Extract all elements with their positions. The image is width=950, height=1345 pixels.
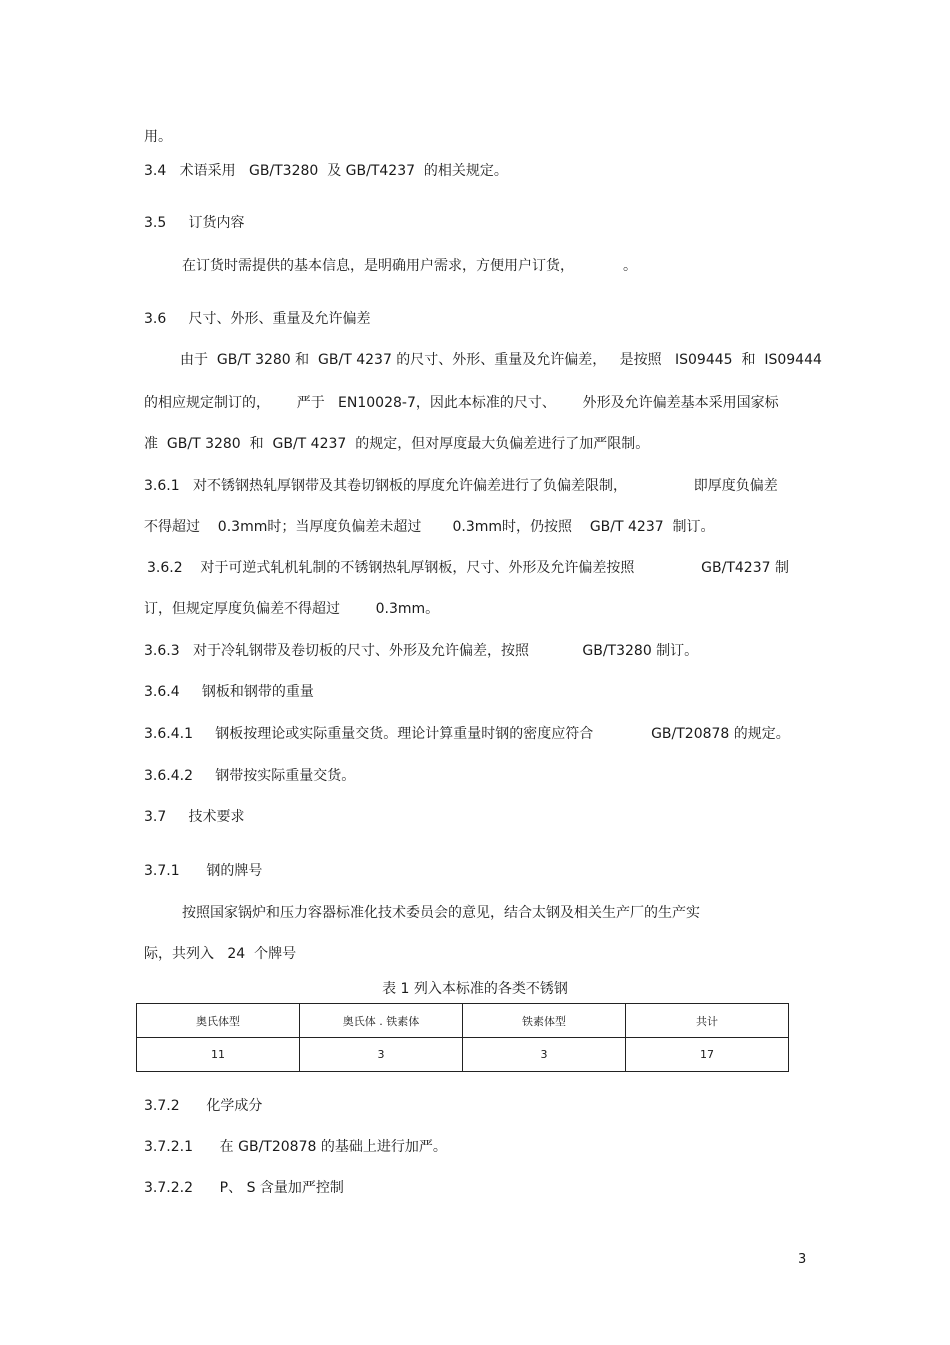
- table-header-cell: 奥氏体型: [137, 1004, 300, 1038]
- table-header-cell: 奥氏体 . 铁素体: [300, 1004, 463, 1038]
- section-3-6-3: 3.6.3 对于冷轧钢带及卷切板的尺寸、外形及允许偏差，按照 GB/T3280 制订。: [144, 643, 699, 659]
- text-line: 不得超过 0.3mm时；当厚度负偏差未超过 0.3mm时，仍按照 GB/T 4237 制订。: [144, 519, 715, 535]
- section-3-7-2-2: 3.7.2.2 P、 S 含量加严控制: [144, 1180, 344, 1196]
- table-row: [137, 1038, 789, 1072]
- section-3-6-2: 3.6.2 对于可逆式轧机轧制的不锈钢热轧厚钢板，尺寸、外形及允许偏差按照 GB/T4237 制: [147, 560, 789, 576]
- text-line: 的相应规定制订的， 严于 EN10028-7，因此本标准的尺寸、 外形及允许偏差基本采用国家标: [144, 395, 779, 411]
- table-header-cell: 铁素体型: [463, 1004, 626, 1038]
- section-3-7-2-heading: 3.7.2 化学成分: [144, 1098, 263, 1114]
- page-number: 3: [798, 1252, 807, 1267]
- table-cell: 17: [626, 1038, 789, 1072]
- section-3-7-1-heading: 3.7.1 钢的牌号: [144, 863, 263, 879]
- section-3-4: 3.4 术语采用 GB/T3280 及 GB/T4237 的相关规定。: [144, 163, 508, 179]
- section-3-6-heading: 3.6 尺寸、外形、重量及允许偏差: [144, 311, 371, 327]
- text-line: 订，但规定厚度负偏差不得超过 0.3mm。: [144, 601, 440, 617]
- text-line: 在订货时需提供的基本信息，是明确用户需求，方便用户订货， 。: [182, 258, 637, 274]
- section-3-5-heading: 3.5 订货内容: [144, 215, 245, 231]
- steel-types-table: [136, 1003, 789, 1072]
- section-3-6-1: 3.6.1 对不锈钢热轧厚钢带及其卷切钢板的厚度允许偏差进行了负偏差限制， 即厚度负偏差: [144, 478, 778, 494]
- text-line: 按照国家锅炉和压力容器标准化技术委员会的意见，结合太钢及相关生产厂的生产实: [182, 905, 700, 921]
- table-header-row: [137, 1004, 789, 1038]
- text-line: 用。: [144, 129, 172, 145]
- text-line: 由于 GB/T 3280 和 GB/T 4237 的尺寸、外形、重量及允许偏差， 是按照 IS09445 和 IS09444: [180, 352, 822, 368]
- table-cell: 3: [300, 1038, 463, 1072]
- section-3-6-4-heading: 3.6.4 钢板和钢带的重量: [144, 684, 314, 700]
- table-cell: 3: [463, 1038, 626, 1072]
- text-line: 准 GB/T 3280 和 GB/T 4237 的规定，但对厚度最大负偏差进行了加严限制。: [144, 436, 650, 452]
- section-3-6-4-2: 3.6.4.2 钢带按实际重量交货。: [144, 768, 356, 784]
- section-3-6-4-1: 3.6.4.1 钢板按理论或实际重量交货。理论计算重量时钢的密度应符合 GB/T20878 的规定。: [144, 726, 790, 742]
- section-3-7-heading: 3.7 技术要求: [144, 809, 245, 825]
- table-header-cell: 共计: [626, 1004, 789, 1038]
- section-3-7-2-1: 3.7.2.1 在 GB/T20878 的基础上进行加严。: [144, 1139, 447, 1155]
- table-cell: 11: [137, 1038, 300, 1072]
- table-caption: 表 1 列入本标准的各类不锈钢: [382, 981, 568, 997]
- text-line: 际，共列入 24 个牌号: [144, 946, 297, 962]
